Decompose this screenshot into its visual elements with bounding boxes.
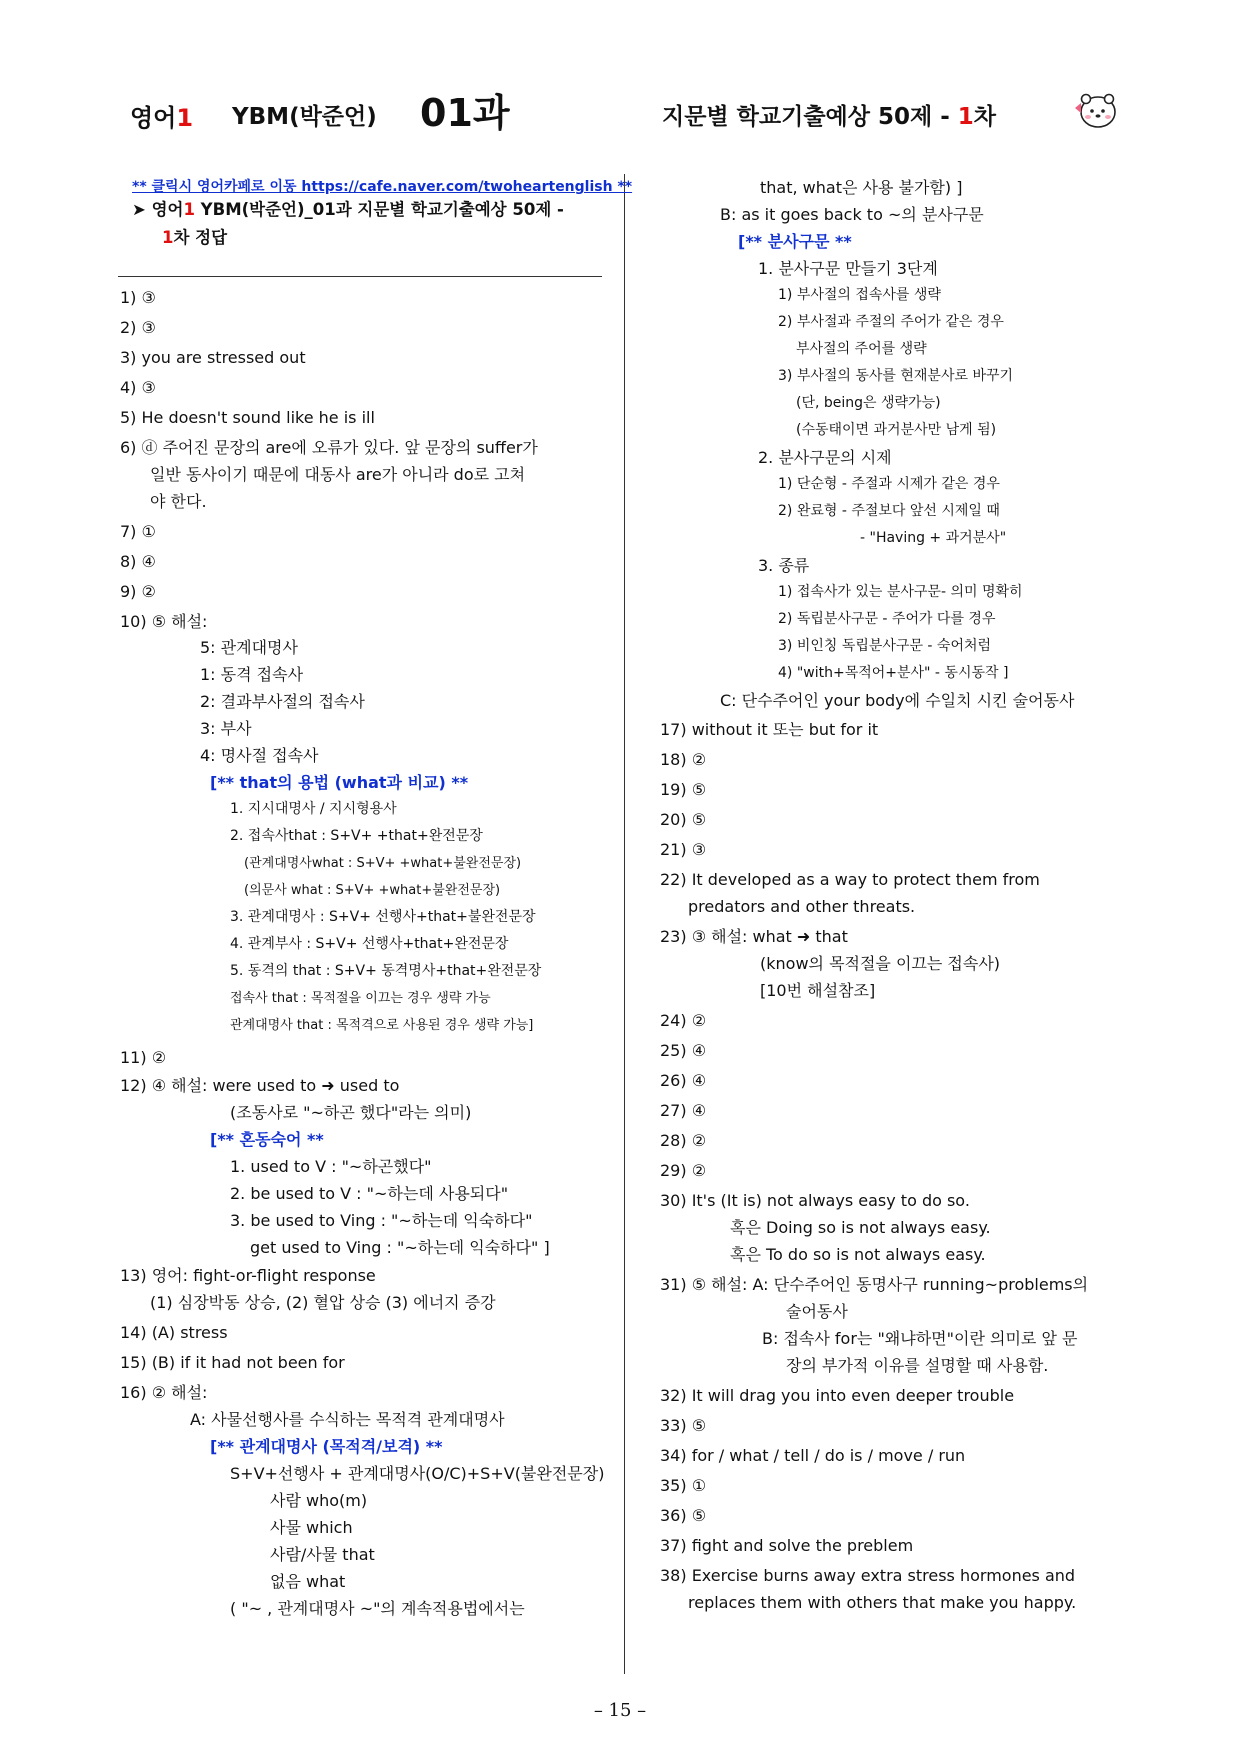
- grammar-line: 2) 부사절과 주절의 주어가 같은 경우: [778, 314, 1004, 330]
- cafe-link[interactable]: ** 클릭시 영어카페로 이동 https://cafe.naver.com/twoheartenglish **: [132, 179, 633, 195]
- answer-24: 24) ②: [660, 1011, 707, 1030]
- bear-mascot-icon: [1072, 88, 1120, 136]
- header-title: 지문별 학교기출예상 50제 - 1차: [662, 104, 997, 130]
- title-rule: [118, 276, 602, 277]
- grammar-box-title: [** 혼동숙어 **: [210, 1130, 324, 1149]
- note-line: [10번 해설참조]: [760, 981, 876, 1000]
- grammar-line: (단, being은 생략가능): [796, 395, 941, 411]
- grammar-line: 사람/사물 that: [270, 1545, 375, 1564]
- answer-35: 35) ①: [660, 1476, 707, 1495]
- grammar-line: 1. used to V : "~하곤했다": [230, 1157, 432, 1176]
- answer-5: 5) He doesn't sound like he is ill: [120, 408, 375, 427]
- answer-29: 29) ②: [660, 1161, 707, 1180]
- answer-38-cont: replaces them with others that make you happy.: [688, 1593, 1077, 1612]
- note-line: 5: 관계대명사: [200, 638, 298, 657]
- answer-32: 32) It will drag you into even deeper trouble: [660, 1386, 1015, 1405]
- grammar-line: 4) "with+목적어+분사" - 동시동작 ]: [778, 665, 1009, 681]
- answer-31-cont: 술어동사: [786, 1302, 848, 1321]
- answer-6: 6) ⓓ 주어진 문장의 are에 오류가 있다. 앞 문장의 suffer가: [120, 438, 538, 457]
- answer-4: 4) ③: [120, 378, 156, 397]
- answer-28: 28) ②: [660, 1131, 707, 1150]
- grammar-line: 2) 완료형 - 주절보다 앞선 시제일 때: [778, 503, 1000, 519]
- answer-12: 12) ④ 해설: were used to ➜ used to: [120, 1076, 400, 1095]
- note-line: C: 단수주어인 your body에 수일치 시킨 술어동사: [720, 691, 1075, 710]
- grammar-line: that, what은 사용 불가함) ]: [760, 178, 963, 197]
- grammar-line: 3. 관계대명사 : S+V+ 선행사+that+불완전문장: [230, 909, 536, 925]
- grammar-line: 사물 which: [270, 1518, 353, 1537]
- grammar-line: 2) 독립분사구문 - 주어가 다를 경우: [778, 611, 996, 627]
- lesson-number: 01과: [420, 91, 510, 135]
- column-divider: [624, 174, 625, 1674]
- answer-19: 19) ⑤: [660, 780, 707, 799]
- answer-22-cont: predators and other threats.: [688, 897, 916, 916]
- grammar-line: (수동태이면 과거분사만 남게 됨): [796, 422, 997, 438]
- answer-14: 14) (A) stress: [120, 1323, 228, 1342]
- answer-36: 36) ⑤: [660, 1506, 707, 1525]
- grammar-line: 없음 what: [270, 1572, 346, 1591]
- grammar-box-title: [** that의 용법 (what과 비교) **: [210, 773, 469, 792]
- page-number: – 15 –: [593, 1700, 647, 1721]
- answer-38: 38) Exercise burns away extra stress hormones and: [660, 1566, 1076, 1585]
- answer-13-cont: (1) 심장박동 상승, (2) 혈압 상승 (3) 에너지 증강: [150, 1293, 496, 1312]
- answer-1: 1) ③: [120, 288, 156, 307]
- grammar-line: 1) 단순형 - 주절과 시제가 같은 경우: [778, 476, 1000, 492]
- answer-2: 2) ③: [120, 318, 156, 337]
- answer-27: 27) ④: [660, 1101, 707, 1120]
- grammar-line: (관계대명사what : S+V+ +what+불완전문장): [244, 856, 522, 871]
- answer-7: 7) ①: [120, 522, 156, 541]
- answer-22: 22) It developed as a way to protect them from: [660, 870, 1040, 889]
- grammar-line: 3) 부사절의 동사를 현재분사로 바꾸기: [778, 368, 1014, 384]
- grammar-box-title: [** 분사구문 **: [738, 232, 852, 251]
- grammar-line: get used to Ving : "~하는데 익숙하다" ]: [250, 1238, 550, 1257]
- grammar-line: 3. 종류: [758, 556, 810, 575]
- answer-31-cont: 장의 부가적 이유를 설명할 때 사용함.: [786, 1356, 1049, 1375]
- grammar-line: 접속사 that : 목적절을 이끄는 경우 생략 가능: [230, 991, 491, 1006]
- answer-33: 33) ⑤: [660, 1416, 707, 1435]
- note-line: B: as it goes back to ~의 분사구문: [720, 205, 984, 224]
- answer-15: 15) (B) if it had not been for: [120, 1353, 345, 1372]
- answer-13: 13) 영어: fight-or-flight response: [120, 1266, 376, 1285]
- grammar-line: 4. 관계부사 : S+V+ 선행사+that+완전문장: [230, 936, 509, 952]
- answer-31-cont: B: 접속사 for는 "왜냐하면"이란 의미로 앞 문: [762, 1329, 1078, 1348]
- answer-23: 23) ③ 해설: what ➜ that: [660, 927, 848, 946]
- answer-10: 10) ⑤ 해설:: [120, 612, 208, 631]
- answer-31: 31) ⑤ 해설: A: 단수주어인 동명사구 running~problems의: [660, 1275, 1089, 1294]
- answer-37: 37) fight and solve the preblem: [660, 1536, 914, 1555]
- note-line: 4: 명사절 접속사: [200, 746, 319, 765]
- answer-11: 11) ②: [120, 1048, 167, 1067]
- answer-30-alt: 혹은 To do so is not always easy.: [730, 1245, 986, 1264]
- grammar-line: 3. be used to Ving : "~하는데 익숙하다": [230, 1211, 533, 1230]
- grammar-line: 부사절의 주어를 생략: [796, 341, 927, 357]
- page-header: [0, 82, 1240, 142]
- answer-34: 34) for / what / tell / do is / move / run: [660, 1446, 966, 1465]
- grammar-line: 관계대명사 that : 목적격으로 사용된 경우 생략 가능]: [230, 1018, 534, 1033]
- grammar-box-title: [** 관계대명사 (목적격/보격) **: [210, 1437, 443, 1456]
- answer-6-cont2: 야 한다.: [150, 492, 207, 511]
- note-line: 2: 결과부사절의 접속사: [200, 692, 365, 711]
- note-line: (know의 목적절을 이끄는 접속사): [760, 954, 1001, 973]
- grammar-line: 1) 접속사가 있는 분사구문- 의미 명확히: [778, 584, 1023, 600]
- note-line: 1: 동격 접속사: [200, 665, 304, 684]
- answer-25: 25) ④: [660, 1041, 707, 1060]
- grammar-line: 2. 분사구문의 시제: [758, 448, 892, 467]
- answer-17: 17) without it 또는 but for it: [660, 720, 879, 739]
- answer-title-cont: 1차 정답: [162, 228, 228, 247]
- subject: 영어1: [130, 104, 194, 132]
- grammar-line: 1. 분사구문 만들기 3단계: [758, 259, 938, 278]
- grammar-line: 2. be used to V : "~하는데 사용되다": [230, 1184, 509, 1203]
- note-line: (조동사로 "~하곤 했다"라는 의미): [230, 1103, 472, 1122]
- grammar-line: 1) 부사절의 접속사를 생략: [778, 287, 941, 303]
- grammar-line: 5. 동격의 that : S+V+ 동격명사+that+완전문장: [230, 963, 542, 979]
- answer-6-cont: 일반 동사이기 때문에 대동사 are가 아니라 do로 고쳐: [150, 465, 526, 484]
- answer-26: 26) ④: [660, 1071, 707, 1090]
- grammar-line: 3) 비인칭 독립분사구문 - 숙어처럼: [778, 638, 992, 654]
- answer-30-alt: 혹은 Doing so is not always easy.: [730, 1218, 991, 1237]
- grammar-line: - "Having + 과거분사": [860, 530, 1007, 546]
- answer-3: 3) you are stressed out: [120, 348, 306, 367]
- answer-30: 30) It's (It is) not always easy to do so.: [660, 1191, 970, 1210]
- answer-8: 8) ④: [120, 552, 156, 571]
- grammar-line: (의문사 what : S+V+ +what+불완전문장): [244, 883, 501, 898]
- answer-title: ➤ 영어1 YBM(박준언)_01과 지문별 학교기출예상 50제 -: [132, 200, 564, 219]
- answer-16: 16) ② 해설:: [120, 1383, 208, 1402]
- grammar-line: 1. 지시대명사 / 지시형용사: [230, 801, 397, 817]
- answer-20: 20) ⑤: [660, 810, 707, 829]
- note-line: A: 사물선행사를 수식하는 목적격 관계대명사: [190, 1410, 505, 1429]
- publisher: YBM(박준언): [232, 104, 377, 130]
- answer-18: 18) ②: [660, 750, 707, 769]
- answer-9: 9) ②: [120, 582, 156, 601]
- grammar-line: S+V+선행사 + 관계대명사(O/C)+S+V(불완전문장): [230, 1464, 605, 1483]
- grammar-line: 2. 접속사that : S+V+ +that+완전문장: [230, 828, 483, 844]
- grammar-line: 사람 who(m): [270, 1491, 368, 1510]
- grammar-line: ( "~ , 관계대명사 ~"의 계속적용법에서는: [230, 1599, 525, 1618]
- note-line: 3: 부사: [200, 719, 252, 738]
- answer-21: 21) ③: [660, 840, 707, 859]
